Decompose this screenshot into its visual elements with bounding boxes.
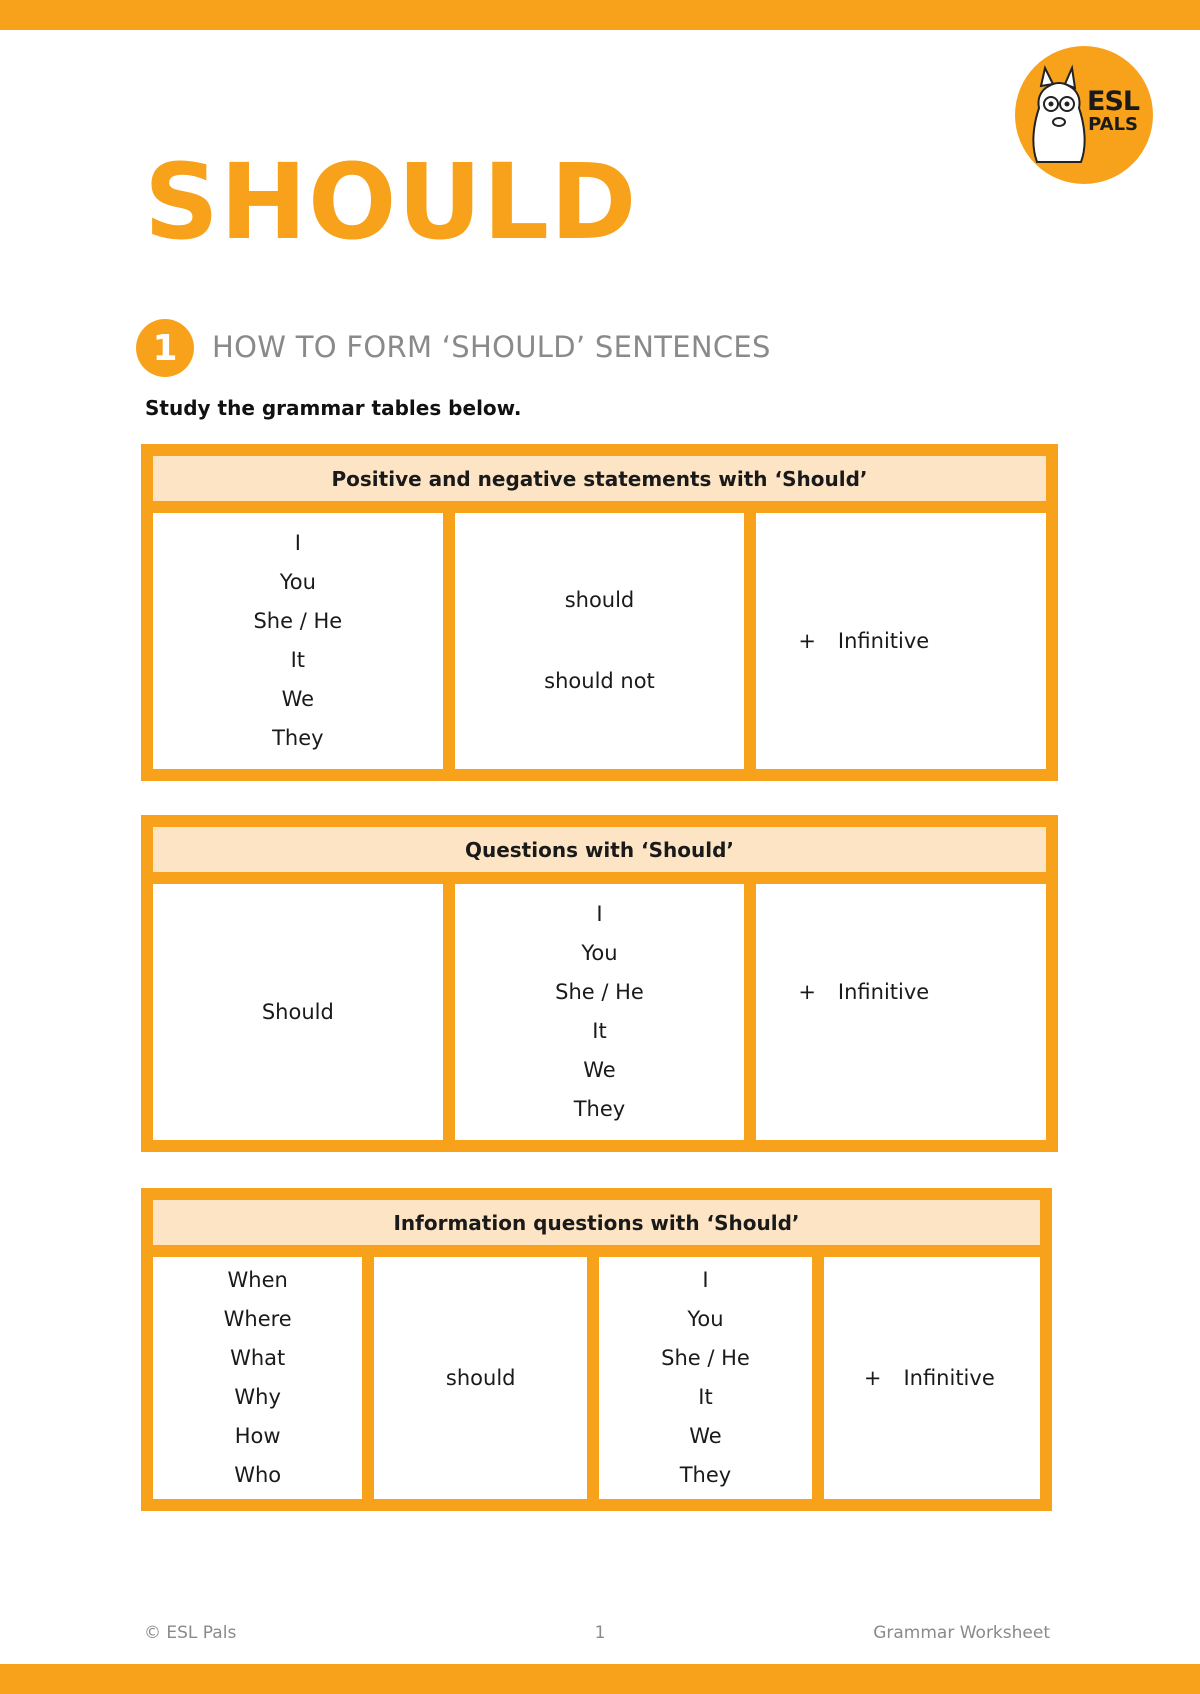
information-questions-table [141, 1188, 1052, 1511]
modal-word: Should [261, 1000, 334, 1024]
infinitive-label: Infinitive [837, 980, 930, 1004]
subject-item: I [702, 1268, 709, 1292]
top-accent-bar [0, 0, 1200, 30]
logo-text-pals: PALS [1088, 114, 1138, 135]
verb-positive: should [564, 587, 635, 612]
subject-item: She / He [253, 609, 343, 633]
esl-pals-logo [1015, 46, 1153, 184]
subject-item: They [272, 726, 324, 750]
bottom-accent-bar [0, 1664, 1200, 1694]
plus-sign: + [798, 980, 816, 1004]
subject-item: We [583, 1058, 616, 1082]
logo-text-esl: ESL [1087, 86, 1140, 117]
footer-worksheet-label: Grammar Worksheet [873, 1623, 1050, 1643]
modal-cell [153, 884, 443, 1140]
table-header: Questions with ‘Should’ [153, 827, 1046, 872]
table-header: Positive and negative statements with ‘Should’ [153, 456, 1046, 501]
subjects-cell [153, 513, 443, 769]
subject-item: It [592, 1019, 607, 1043]
question-word: Where [223, 1307, 292, 1331]
infinitive-cell [824, 1257, 1040, 1499]
subject-item: It [290, 648, 306, 672]
page-title: SHOULD [144, 141, 638, 263]
subject-item: You [279, 570, 316, 594]
infinitive-cell [756, 884, 1046, 1140]
subject-item: It [698, 1385, 713, 1409]
subject-item: They [679, 1463, 732, 1487]
modal-cell [374, 1257, 587, 1499]
question-word: Who [234, 1463, 282, 1487]
footer-copyright: © ESL Pals [144, 1623, 237, 1643]
subjects-cell [599, 1257, 812, 1499]
question-word: What [230, 1346, 286, 1370]
subject-item: We [689, 1424, 722, 1448]
infinitive-cell [756, 513, 1046, 769]
question-word: When [227, 1268, 288, 1292]
question-word: How [234, 1424, 281, 1448]
modal-word: should [445, 1366, 516, 1390]
infinitive-label: Infinitive [837, 629, 930, 653]
subject-item: You [581, 941, 618, 965]
verb-negative: should not [544, 669, 655, 693]
table-header: Information questions with ‘Should’ [153, 1200, 1040, 1245]
footer-page-number: 1 [594, 1623, 606, 1643]
subject-item: You [687, 1307, 724, 1331]
plus-sign: + [798, 629, 816, 653]
question-word: Why [234, 1385, 281, 1409]
subject-item: They [573, 1097, 626, 1121]
verb-cell [455, 513, 745, 769]
section-number-badge: 1 [136, 319, 194, 377]
question-words-cell [153, 1257, 362, 1499]
subject-item: She / He [661, 1346, 750, 1370]
infinitive-label: Infinitive [903, 1366, 995, 1390]
subject-item: I [596, 902, 603, 926]
subjects-cell [455, 884, 745, 1140]
plus-sign: + [863, 1366, 882, 1390]
questions-table [141, 815, 1058, 1152]
subject-item: We [281, 687, 315, 711]
instruction-text: Study the grammar tables below. [145, 396, 522, 420]
subject-item: I [294, 531, 301, 555]
positive-negative-table [141, 444, 1058, 781]
section-title: HOW TO FORM ‘SHOULD’ SENTENCES [212, 330, 771, 364]
subject-item: She / He [555, 980, 644, 1004]
